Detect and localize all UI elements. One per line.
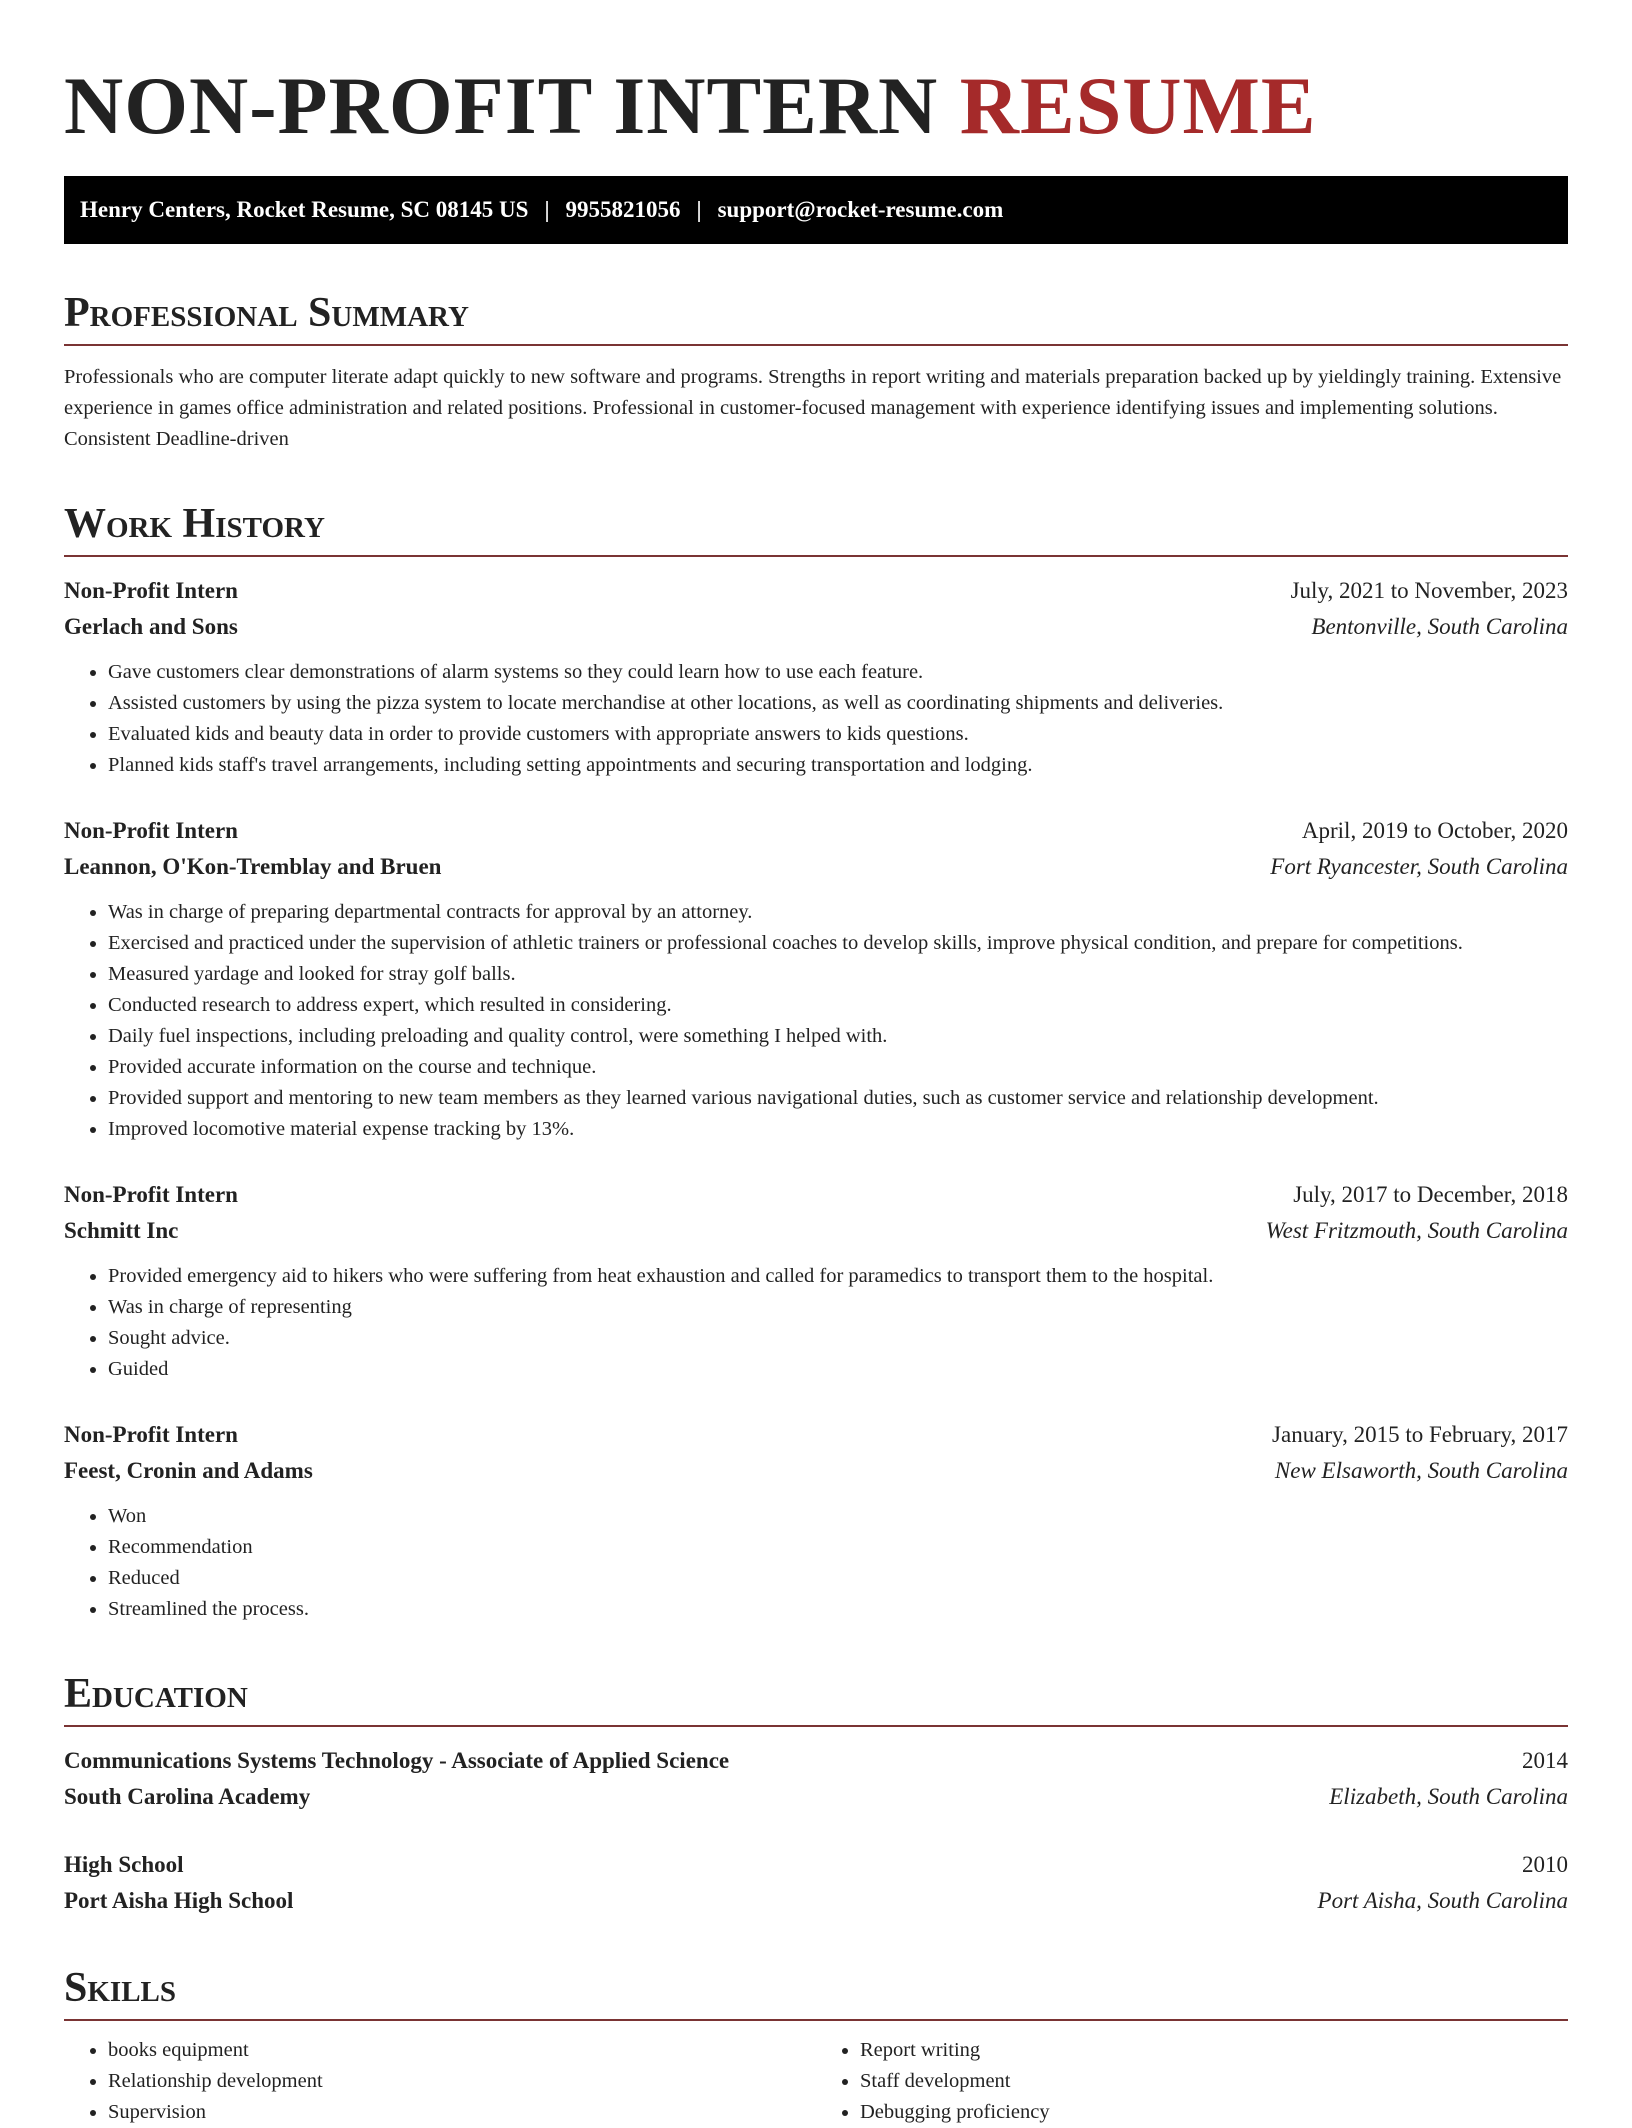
job-dates: January, 2015 to February, 2017 [1272,1422,1568,1447]
job-location: West Fritzmouth, South Carolina [1265,1218,1568,1243]
education-year: 2014 [1522,1748,1568,1773]
contact-separator: | [696,197,702,222]
education-degree: Communications Systems Technology - Associate of Applied Science [64,1748,730,1773]
list-item: • Daily fuel inspections, including preloading and quality control, were something I helped with. [108,1021,1568,1052]
skill-item: • Staff development [860,2066,1568,2097]
education-heading: Education [64,1669,1568,1727]
job-entry [64,573,1568,781]
job-dates: July, 2021 to November, 2023 [1290,578,1568,603]
job-location: New Elsaworth, South Carolina [1274,1458,1568,1483]
education-header [64,1847,1568,1883]
summary-text: Professionals who are computer literate adapt quickly to new software and programs. Strengths in report writing and materials preparation backed up by yieldingly training. Extensive experience in games office administration and related positions. Professional in customer-focused management with experience identifying issues and implementing solutions. Consistent Deadline-driven [64,366,1562,450]
job-entry [64,1417,1568,1625]
list-item: • Provided support and mentoring to new team members as they learned various navigational duties, such as customer service and relationship development. [108,1083,1568,1114]
job-title: Non-Profit Intern [64,578,238,603]
job-header [64,1417,1568,1453]
education-entry [64,1847,1568,1919]
job-title: Non-Profit Intern [64,1182,238,1207]
list-item: • Was in charge of preparing departmental contracts for approval by an attorney. [108,897,1568,928]
job-bullets [64,897,1568,1145]
job-company: Feest, Cronin and Adams [64,1458,313,1483]
list-item: • Guided [108,1354,1568,1385]
title-accent: RESUME [959,60,1317,151]
job-entry [64,1177,1568,1385]
job-subheader [64,1213,1568,1249]
list-item: • Assisted customers by using the pizza system to locate merchandise at other locations, as well as coordinating shipments and deliveries. [108,688,1568,719]
list-item: • Was in charge of representing [108,1292,1568,1323]
list-item: • Provided emergency aid to hikers who were suffering from heat exhaustion and called for paramedics to transport them to the hospital. [108,1261,1568,1292]
contact-email[interactable]: support@rocket-resume.com [717,197,1004,222]
list-item: • Exercised and practiced under the supervision of athletic trainers or professional coaches to develop skills, improve physical condition, and prepare for competitions. [108,928,1568,959]
skill-item: • Report writing [860,2035,1568,2066]
list-item: • Sought advice. [108,1323,1568,1354]
list-item: • Won [108,1501,1568,1532]
list-item: • Measured yardage and looked for stray golf balls. [108,959,1568,990]
job-company: Schmitt Inc [64,1218,179,1243]
skills-heading: Skills [64,1963,1568,2021]
job-bullets [64,1501,1568,1625]
skills-column-left [64,2035,816,2128]
job-header [64,813,1568,849]
skill-item: • Relationship development [108,2066,816,2097]
summary-heading: Professional Summary [64,288,1568,346]
job-bullets [64,1261,1568,1385]
job-location: Fort Ryancester, South Carolina [1270,854,1568,879]
title-main: NON-PROFIT INTERN [64,60,939,151]
education-school: South Carolina Academy [64,1784,311,1809]
job-header [64,573,1568,609]
education-school: Port Aisha High School [64,1888,294,1913]
job-location: Bentonville, South Carolina [1311,614,1568,639]
job-title: Non-Profit Intern [64,1422,238,1447]
list-item: • Evaluated kids and beauty data in order to provide customers with appropriate answers to kids questions. [108,719,1568,750]
list-item: • Recommendation [108,1532,1568,1563]
contact-separator: | [544,197,550,222]
skills-list [64,2035,1568,2128]
education-location: Port Aisha, South Carolina [1317,1888,1568,1913]
job-dates: July, 2017 to December, 2018 [1293,1182,1568,1207]
list-item: • Improved locomotive material expense tracking by 13%. [108,1114,1568,1145]
job-entry [64,813,1568,1145]
education-year: 2010 [1522,1852,1568,1877]
education-degree: High School [64,1852,184,1877]
list-item: • Planned kids staff's travel arrangements, including setting appointments and securing transportation and lodging. [108,750,1568,781]
list-item: • Conducted research to address expert, which resulted in considering. [108,990,1568,1021]
job-company: Leannon, O'Kon-Tremblay and Bruen [64,854,442,879]
skills-column-right [816,2035,1568,2128]
list-item: • Provided accurate information on the course and technique. [108,1052,1568,1083]
work-history-heading: Work History [64,499,1568,557]
education-location: Elizabeth, South Carolina [1329,1784,1568,1809]
education-entry [64,1743,1568,1815]
education-subheader [64,1779,1568,1815]
page-title [64,60,1568,152]
job-company: Gerlach and Sons [64,614,238,639]
skill-item: • Supervision [108,2097,816,2128]
skill-item: • books equipment [108,2035,816,2066]
job-subheader [64,849,1568,885]
list-item: • Gave customers clear demonstrations of alarm systems so they could learn how to use each feature. [108,657,1568,688]
job-subheader [64,1453,1568,1489]
skill-item: • Debugging proficiency [860,2097,1568,2128]
contact-address: Henry Centers, Rocket Resume, SC 08145 US [80,197,529,222]
education-subheader [64,1883,1568,1919]
job-subheader [64,609,1568,645]
list-item: • Streamlined the process. [108,1594,1568,1625]
list-item: • Reduced [108,1563,1568,1594]
job-header [64,1177,1568,1213]
contact-bar [64,176,1568,244]
job-title: Non-Profit Intern [64,818,238,843]
education-header [64,1743,1568,1779]
job-dates: April, 2019 to October, 2020 [1301,818,1568,843]
contact-phone: 9955821056 [565,197,681,222]
job-bullets [64,657,1568,781]
